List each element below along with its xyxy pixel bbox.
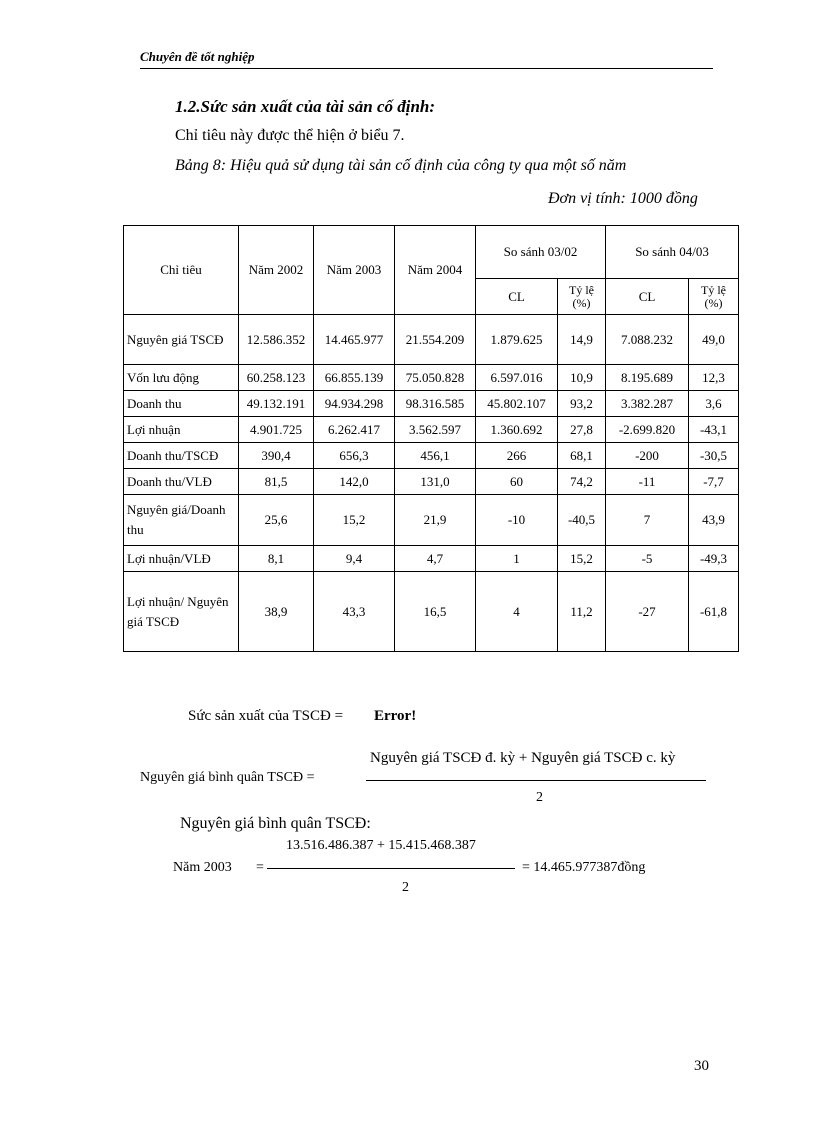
cell: 21,9 bbox=[395, 495, 476, 546]
cell: 74,2 bbox=[558, 469, 606, 495]
cell: 75.050.828 bbox=[395, 365, 476, 391]
cell: 456,1 bbox=[395, 443, 476, 469]
cell: 656,3 bbox=[314, 443, 395, 469]
cell: 3.562.597 bbox=[395, 417, 476, 443]
row-label: Lợi nhuận/ Nguyên giá TSCĐ bbox=[124, 572, 239, 652]
cell: 25,6 bbox=[239, 495, 314, 546]
year-fraction-bar bbox=[267, 868, 515, 869]
cell: -30,5 bbox=[689, 443, 739, 469]
header-ratio: Tỷ lệ (%) bbox=[689, 279, 739, 315]
cell: -61,8 bbox=[689, 572, 739, 652]
cell: -2.699.820 bbox=[606, 417, 689, 443]
row-label: Nguyên giá/Doanh thu bbox=[124, 495, 239, 546]
productivity-value: Error! bbox=[374, 708, 417, 724]
year-equals: = bbox=[256, 860, 264, 875]
header-2003: Năm 2003 bbox=[314, 226, 395, 315]
cell: -40,5 bbox=[558, 495, 606, 546]
cell: 131,0 bbox=[395, 469, 476, 495]
cell: 9,4 bbox=[314, 546, 395, 572]
cell: -7,7 bbox=[689, 469, 739, 495]
cell: 6.262.417 bbox=[314, 417, 395, 443]
cell: 6.597.016 bbox=[476, 365, 558, 391]
cell: 60 bbox=[476, 469, 558, 495]
cell: 60.258.123 bbox=[239, 365, 314, 391]
avg-formula-label: Nguyên giá bình quân TSCĐ = bbox=[140, 770, 315, 785]
cell: 43,3 bbox=[314, 572, 395, 652]
cell: -11 bbox=[606, 469, 689, 495]
cell: 38,9 bbox=[239, 572, 314, 652]
table-caption: Bảng 8: Hiệu quả sử dụng tài sản cố định của công ty qua một số năm bbox=[175, 157, 627, 174]
avg-formula-numerator: Nguyên giá TSCĐ đ. kỳ + Nguyên giá TSCĐ c. kỳ bbox=[370, 750, 676, 766]
table-row bbox=[124, 391, 739, 417]
cell: 93,2 bbox=[558, 391, 606, 417]
header-2004: Năm 2004 bbox=[395, 226, 476, 315]
cell: 12.586.352 bbox=[239, 315, 314, 365]
cell: 4 bbox=[476, 572, 558, 652]
table-row bbox=[124, 469, 739, 495]
productivity-label: Sức sản xuất của TSCĐ = bbox=[188, 708, 344, 724]
cell: 94.934.298 bbox=[314, 391, 395, 417]
year-result: = 14.465.977387đồng bbox=[522, 860, 646, 875]
table-row bbox=[124, 365, 739, 391]
cell: 45.802.107 bbox=[476, 391, 558, 417]
cell: 27,8 bbox=[558, 417, 606, 443]
unit-label: Đơn vị tính: 1000 đồng bbox=[548, 190, 698, 207]
cell: 15,2 bbox=[314, 495, 395, 546]
row-label: Doanh thu bbox=[124, 391, 239, 417]
row-label: Nguyên giá TSCĐ bbox=[124, 315, 239, 365]
cell: 7.088.232 bbox=[606, 315, 689, 365]
cell: -200 bbox=[606, 443, 689, 469]
avg-heading: Nguyên giá bình quân TSCĐ: bbox=[180, 815, 371, 832]
cell: 49,0 bbox=[689, 315, 739, 365]
table-row bbox=[124, 495, 739, 546]
cell: 14,9 bbox=[558, 315, 606, 365]
cell: 1 bbox=[476, 546, 558, 572]
header-cl: CL bbox=[606, 279, 689, 315]
cell: 4.901.725 bbox=[239, 417, 314, 443]
year-numerator: 13.516.486.387 + 15.415.468.387 bbox=[286, 838, 476, 853]
avg-formula-denominator: 2 bbox=[536, 790, 543, 805]
cell: 7 bbox=[606, 495, 689, 546]
table-row bbox=[124, 572, 739, 652]
table-row bbox=[124, 315, 739, 365]
year-denominator: 2 bbox=[402, 880, 409, 895]
table-row bbox=[124, 443, 739, 469]
header-ratio: Tỷ lệ (%) bbox=[558, 279, 606, 315]
header-title: Chuyên đề tốt nghiệp bbox=[140, 49, 255, 64]
row-label: Lợi nhuận/VLĐ bbox=[124, 546, 239, 572]
cell: 66.855.139 bbox=[314, 365, 395, 391]
cell: 10,9 bbox=[558, 365, 606, 391]
header-indicator: Chỉ tiêu bbox=[124, 226, 239, 315]
cell: 43,9 bbox=[689, 495, 739, 546]
cell: 49.132.191 bbox=[239, 391, 314, 417]
cell: 1.360.692 bbox=[476, 417, 558, 443]
cell: -43,1 bbox=[689, 417, 739, 443]
header-rule bbox=[140, 68, 713, 69]
page-number: 30 bbox=[694, 1058, 709, 1074]
cell: 390,4 bbox=[239, 443, 314, 469]
year-label: Năm 2003 bbox=[173, 860, 232, 875]
cell: -27 bbox=[606, 572, 689, 652]
cell: -5 bbox=[606, 546, 689, 572]
cell: 266 bbox=[476, 443, 558, 469]
intro-text: Chỉ tiêu này được thể hiện ở biểu 7. bbox=[175, 127, 405, 144]
section-title: 1.2.Sức sản xuất của tài sản cố định: bbox=[175, 97, 436, 116]
row-label: Doanh thu/VLĐ bbox=[124, 469, 239, 495]
cell: 1.879.625 bbox=[476, 315, 558, 365]
cell: 98.316.585 bbox=[395, 391, 476, 417]
avg-fraction-bar bbox=[366, 780, 706, 781]
cell: -10 bbox=[476, 495, 558, 546]
cell: 15,2 bbox=[558, 546, 606, 572]
cell: 81,5 bbox=[239, 469, 314, 495]
row-label: Doanh thu/TSCĐ bbox=[124, 443, 239, 469]
cell: 12,3 bbox=[689, 365, 739, 391]
header-compare-04-03: So sánh 04/03 bbox=[606, 226, 739, 279]
table-row bbox=[124, 417, 739, 443]
header-compare-03-02: So sánh 03/02 bbox=[476, 226, 606, 279]
cell: 3.382.287 bbox=[606, 391, 689, 417]
header-cl: CL bbox=[476, 279, 558, 315]
cell: 16,5 bbox=[395, 572, 476, 652]
cell: 11,2 bbox=[558, 572, 606, 652]
cell: 142,0 bbox=[314, 469, 395, 495]
cell: 8,1 bbox=[239, 546, 314, 572]
cell: 3,6 bbox=[689, 391, 739, 417]
efficiency-table bbox=[123, 225, 739, 652]
cell: 14.465.977 bbox=[314, 315, 395, 365]
cell: 8.195.689 bbox=[606, 365, 689, 391]
table-row bbox=[124, 546, 739, 572]
row-label: Vốn lưu động bbox=[124, 365, 239, 391]
cell: 21.554.209 bbox=[395, 315, 476, 365]
row-label: Lợi nhuận bbox=[124, 417, 239, 443]
header-2002: Năm 2002 bbox=[239, 226, 314, 315]
cell: -49,3 bbox=[689, 546, 739, 572]
cell: 68,1 bbox=[558, 443, 606, 469]
cell: 4,7 bbox=[395, 546, 476, 572]
